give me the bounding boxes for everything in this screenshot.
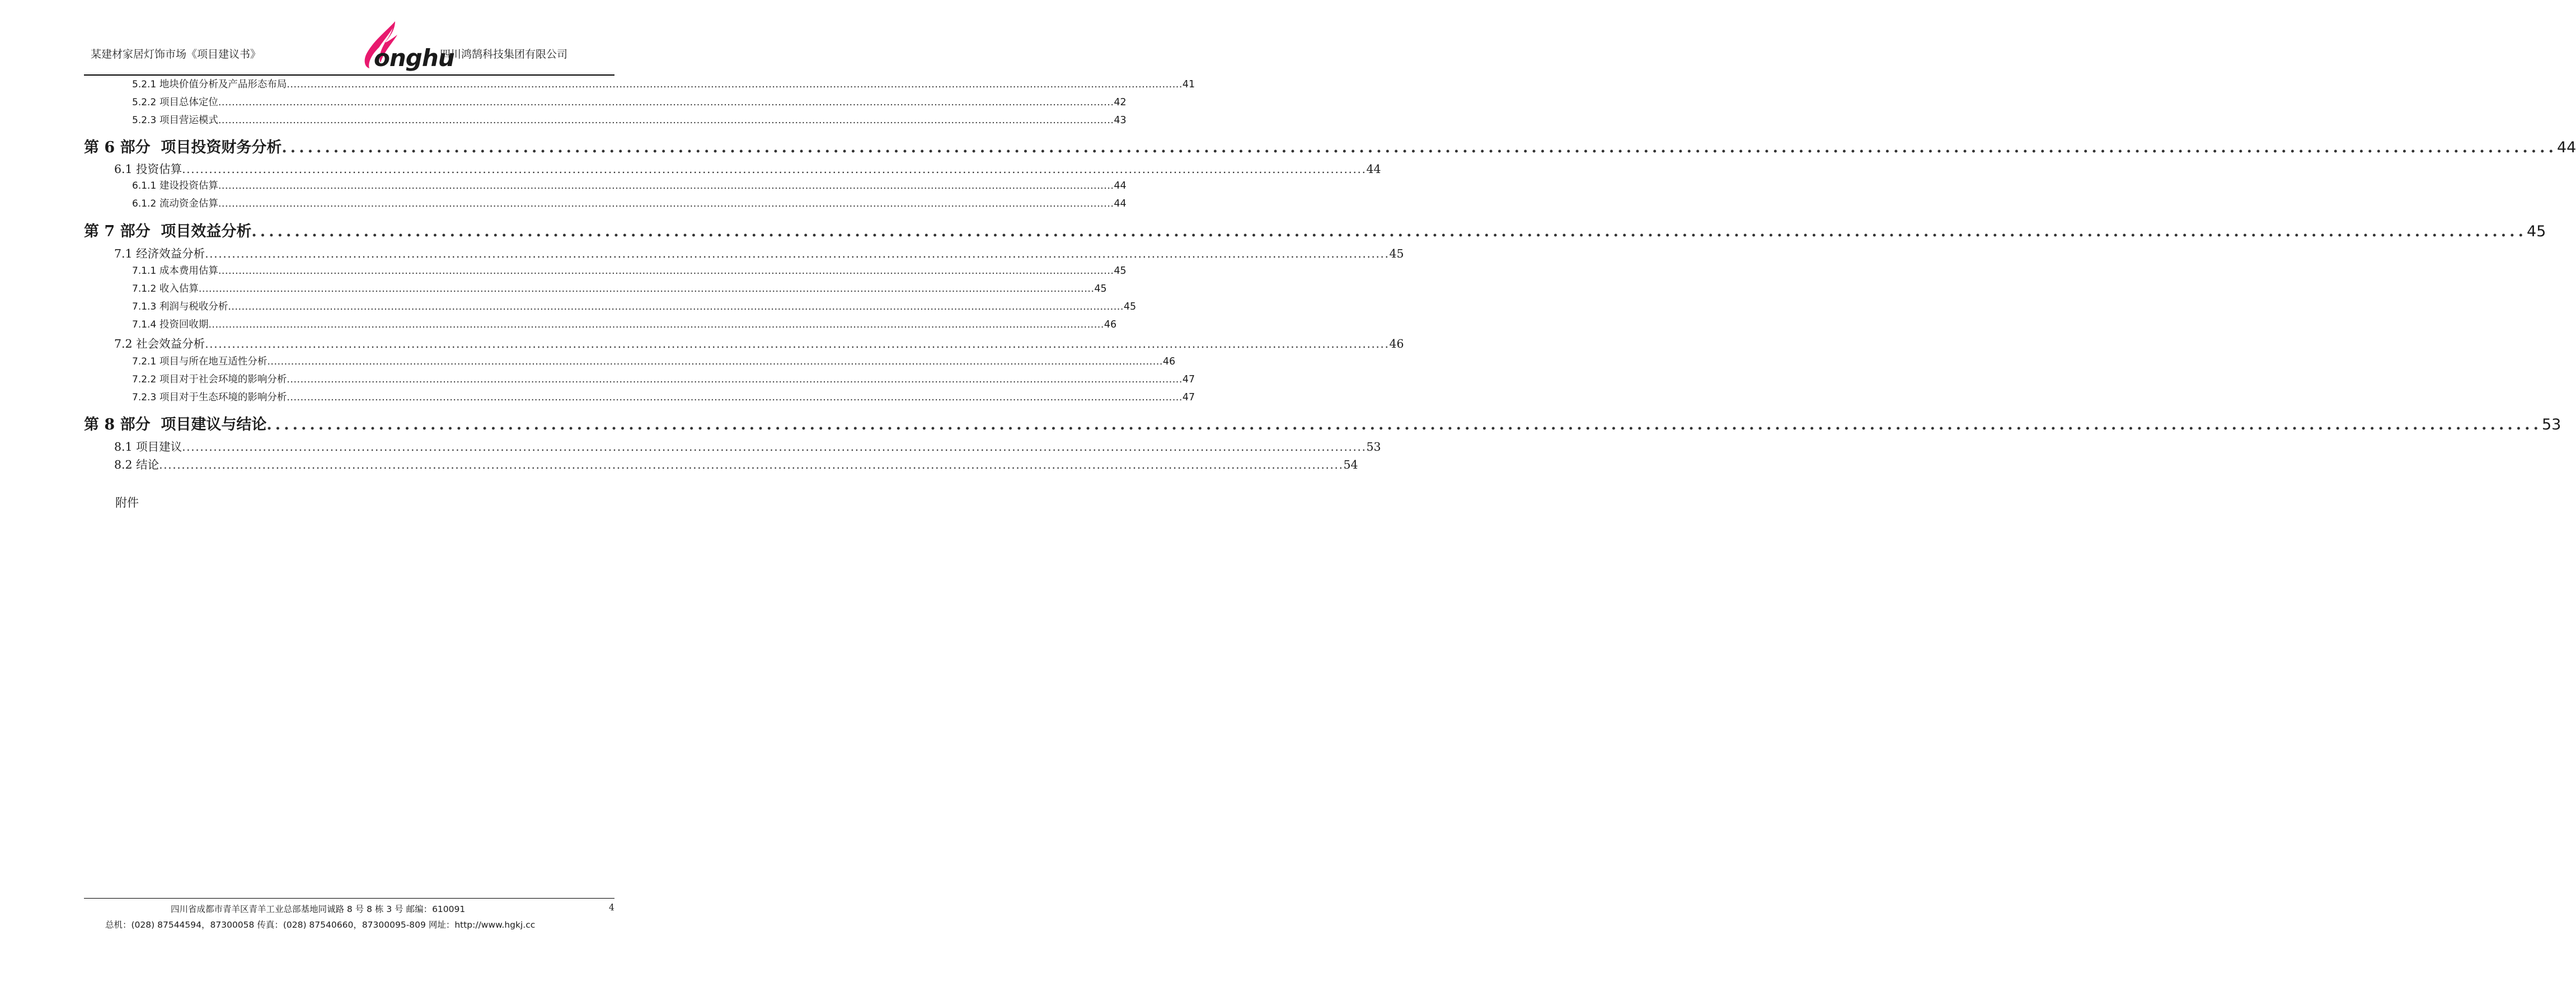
toc-part-number: 第 8 部分 — [84, 416, 151, 433]
toc-page-number: 44 — [2556, 139, 2576, 156]
footer-rule — [84, 898, 614, 899]
toc-label: 地块价值分析及产品形态布局 — [159, 79, 287, 90]
toc-number: 6.1.2 — [132, 198, 157, 209]
toc-label: 结论 — [136, 458, 159, 471]
toc-part-label: 项目效益分析 — [161, 223, 252, 240]
toc-number: 6.1.1 — [132, 180, 157, 191]
toc-page-number: 46 — [1162, 356, 1176, 367]
header-rule — [84, 74, 614, 76]
toc-number: 7.1.4 — [132, 319, 157, 330]
toc-entry-6-1-1[interactable] — [132, 178, 1127, 194]
toc-entry-5-2-3[interactable] — [132, 113, 1127, 128]
footer-contact: 总机：(028) 87544594，87300058 传真：(028) 87540660，87300095-809 网址：http://www.hgkj.cc — [105, 920, 536, 930]
toc-leader — [251, 223, 2527, 240]
toc-number: 7.1.2 — [132, 283, 157, 294]
toc-part-7[interactable] — [84, 219, 2546, 241]
toc-page-number: 46 — [1389, 337, 1404, 350]
toc-label: 投资估算 — [136, 162, 182, 176]
appendix-heading: 附件 — [115, 496, 139, 509]
toc-number: 7.2.3 — [132, 392, 157, 403]
toc-entry-7-2-1[interactable] — [132, 354, 1176, 370]
toc-label: 项目建议 — [136, 440, 182, 453]
toc-label: 利润与税收分析 — [159, 301, 228, 312]
header-left-title: 某建材家居灯饰市场《项目建议书》 — [91, 48, 261, 60]
toc-entry-6-1-2[interactable] — [132, 196, 1127, 212]
toc-page-number: 53 — [2541, 416, 2561, 433]
toc-entry-5-2-1[interactable] — [132, 77, 1195, 92]
company-logo — [356, 18, 454, 72]
toc-leader — [199, 283, 1095, 294]
toc-page-number: 45 — [1389, 247, 1404, 260]
toc-leader — [182, 440, 1366, 453]
toc-number: 5.2.2 — [132, 97, 157, 108]
toc-label: 收入估算 — [159, 283, 199, 294]
toc-number: 5.2.3 — [132, 115, 157, 126]
toc-page-number: 47 — [1182, 374, 1195, 385]
toc-page-number: 45 — [1114, 265, 1127, 277]
toc-label: 项目与所在地互适性分析 — [159, 356, 268, 367]
toc-page-number: 45 — [2526, 223, 2546, 240]
toc-page-number: 41 — [1182, 79, 1195, 90]
toc-label: 项目对于生态环境的影响分析 — [159, 392, 287, 403]
toc-page-number: 43 — [1114, 115, 1127, 126]
toc-leader — [287, 79, 1183, 90]
toc-part-label: 项目建议与结论 — [161, 416, 267, 433]
toc-entry-8-2[interactable] — [114, 455, 1358, 472]
toc-part-number: 第 6 部分 — [84, 139, 151, 156]
toc-leader — [281, 139, 2557, 156]
toc-entry-7-1-1[interactable] — [132, 263, 1127, 279]
toc-label: 项目营运模式 — [159, 115, 218, 126]
toc-entry-7-2-2[interactable] — [132, 372, 1195, 387]
toc-entry-7-1-4[interactable] — [132, 317, 1117, 333]
toc-leader — [218, 198, 1114, 209]
toc-page-number: 45 — [1123, 301, 1137, 312]
toc-leader — [218, 97, 1114, 108]
toc-entry-7-1[interactable] — [114, 244, 1404, 261]
toc-page-number: 44 — [1366, 162, 1381, 176]
toc-page-number: 46 — [1104, 319, 1117, 330]
toc-number: 5.2.1 — [132, 79, 157, 90]
toc-label: 流动资金估算 — [159, 198, 218, 209]
toc-number: 7.2.2 — [132, 374, 157, 385]
toc-label: 建设投资估算 — [159, 180, 218, 191]
toc-page-number: 44 — [1114, 180, 1127, 191]
toc-part-6[interactable] — [84, 135, 2576, 157]
toc-number: 7.2 — [114, 337, 133, 350]
toc-entry-5-2-2[interactable] — [132, 95, 1127, 110]
toc-leader — [208, 319, 1104, 330]
toc-page-number: 54 — [1343, 458, 1358, 471]
toc-entry-7-2-3[interactable] — [132, 390, 1195, 405]
toc-label: 社会效益分析 — [136, 337, 205, 350]
toc-number: 8.1 — [114, 440, 133, 453]
toc-entry-7-1-2[interactable] — [132, 281, 1107, 297]
toc-number: 7.1.3 — [132, 301, 157, 312]
toc-page-number: 45 — [1094, 283, 1107, 294]
toc-leader — [218, 115, 1114, 126]
toc-part-number: 第 7 部分 — [84, 223, 151, 240]
toc-label: 项目总体定位 — [159, 97, 218, 108]
toc-number: 6.1 — [114, 162, 133, 176]
toc-page-number: 47 — [1182, 392, 1195, 403]
toc-number: 7.1 — [114, 247, 133, 260]
toc-entry-8-1[interactable] — [114, 437, 1381, 454]
logo-wordmark: onghu — [374, 44, 454, 72]
toc-entry-7-2[interactable] — [114, 334, 1404, 351]
toc-leader — [182, 162, 1366, 176]
toc-leader — [159, 458, 1343, 471]
toc-number: 7.1.1 — [132, 265, 157, 277]
toc-label: 项目对于社会环境的影响分析 — [159, 374, 287, 385]
toc-leader — [205, 247, 1389, 260]
toc-leader — [287, 392, 1183, 403]
toc-part-8[interactable] — [84, 412, 2561, 434]
toc-page-number: 53 — [1366, 440, 1381, 453]
toc-part-label: 项目投资财务分析 — [161, 139, 282, 156]
toc-number: 8.2 — [114, 458, 133, 471]
toc-leader — [287, 374, 1183, 385]
toc-label: 成本费用估算 — [159, 265, 218, 277]
toc-leader — [228, 301, 1124, 312]
toc-entry-6-1[interactable] — [114, 160, 1381, 176]
header-company-name: 四川鸿鹄科技集团有限公司 — [440, 48, 568, 60]
toc-leader — [218, 180, 1114, 191]
toc-label: 投资回收期 — [159, 319, 209, 330]
toc-leader — [218, 265, 1114, 277]
toc-leader — [266, 416, 2542, 433]
toc-entry-7-1-3[interactable] — [132, 299, 1137, 315]
toc-page-number: 44 — [1114, 198, 1127, 209]
page-number: 4 — [609, 902, 614, 913]
footer-address: 四川省成都市青羊区青羊工业总部基地同诚路 8 号 8 栋 3 号 邮编：610091 — [171, 904, 466, 914]
toc-number: 7.2.1 — [132, 356, 157, 367]
toc-page-number: 42 — [1114, 97, 1127, 108]
toc-leader — [267, 356, 1163, 367]
toc-leader — [205, 337, 1389, 350]
toc-label: 经济效益分析 — [136, 247, 205, 260]
